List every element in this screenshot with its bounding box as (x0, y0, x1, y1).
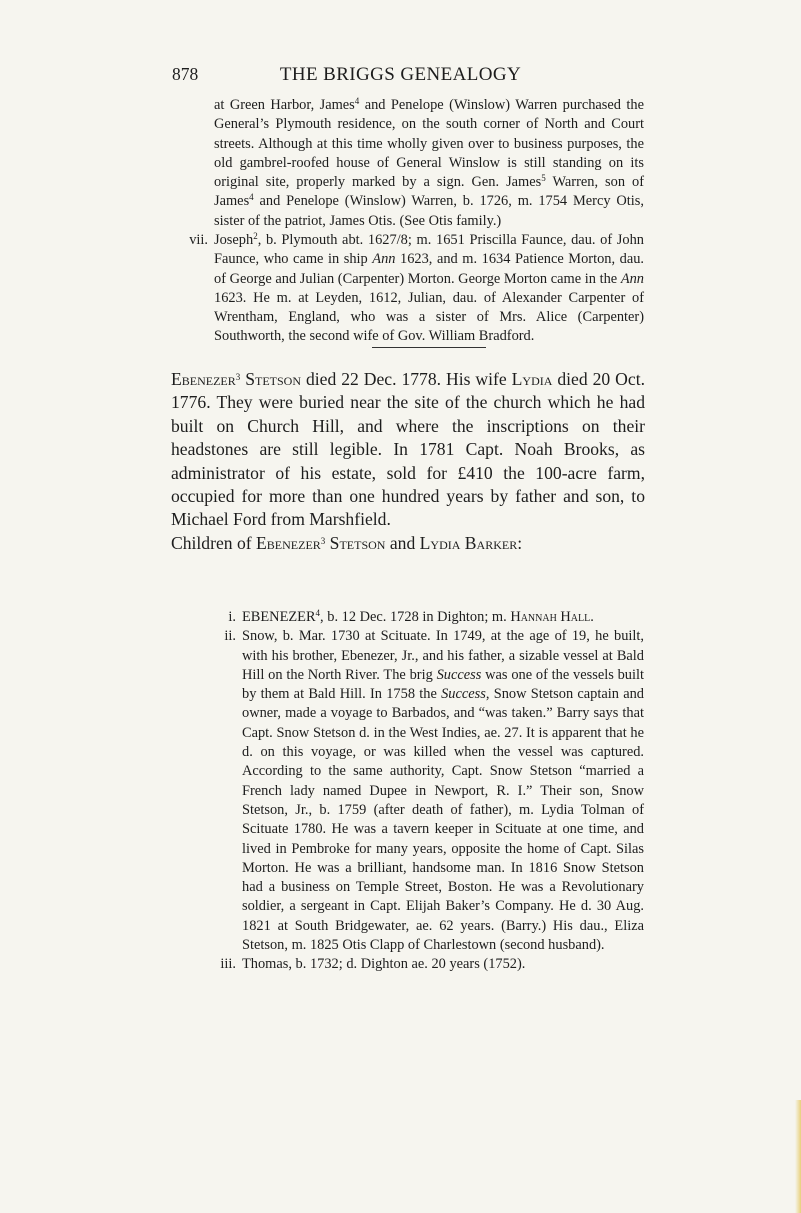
child-name: EBENEZER (242, 609, 316, 625)
generation-superscript: 4 (354, 96, 360, 106)
text-run: died 20 Oct. 1776. They were buried near the site of the church which he had built on Church Hill, and where the inscriptions on their headstones are still legible. In 1781 Capt. Noah Brooks, as administrator of his estate, sold for £410 the 100-acre farm, occupied for more than one hundred years by father and son, to Michael Ford from Marshfield. (171, 369, 645, 530)
ship-name: Ann (620, 270, 644, 287)
text-run: , b. Plymouth abt. 1627/8; m. 1651 Priscilla Faunce, dau. of John Faunce, who came in ship (214, 232, 644, 268)
ship-name: Success (441, 686, 486, 703)
text-run: , b. 12 Dec. 1728 in Dighton; m. (320, 609, 511, 625)
child-entry (214, 627, 644, 955)
stetson-paragraph (171, 368, 645, 532)
text-run: died 22 Dec. 1778. His wife (301, 369, 512, 389)
generation-superscript: 4 (315, 608, 321, 618)
scan-edge-shading (795, 1100, 801, 1213)
generation-superscript: 4 (249, 192, 254, 203)
stetson-section (171, 368, 645, 555)
text-run: : (517, 532, 523, 553)
text-run: , Snow Stetson captain and owner, made a voyage to Barbados, and “was taken.” Barry says that Capt. Snow Stetson d. in the West Indies, ae. 27. It is apparent that he d. on this voyage, or was killed when the vessel was captured. According to the same authority, Capt. Snow Stetson “married a French lady named Dupee in Newport, R. I.” Their son, Snow Stetson, Jr., b. 1759 (after death of father), m. Lydia Tolman of Scituate 1780. He was a tavern keeper in Scituate at one time, and lived in Pembroke for many years, opposite the home of Capt. Silas Morton. He was a brilliant, handsome man. In 1816 Snow Stetson had a business on Temple Street, Boston. He was a Revolutionary soldier, a sergeant in Capt. Elijah Baker’s Company. He d. 30 Aug. 1821 at South Bridgewater, ae. 62 years. (Barry.) His dau., Eliza Stetson, m. 1825 Otis Clapp of Charlestown (second husband). (242, 686, 644, 954)
text-run: Joseph (214, 232, 254, 248)
section-divider (372, 347, 486, 348)
person-surname: Stetson (325, 532, 386, 553)
joseph-entry (186, 231, 644, 347)
entry-number: ii. (224, 628, 236, 645)
text-run: and Penelope (Winslow) Warren, b. 1726, m. 1754 Mercy Otis, sister of the patriot, James Otis. (See Otis family.) (214, 193, 644, 229)
generation-superscript: 3 (235, 372, 241, 382)
page-header (172, 64, 629, 90)
text-run: Thomas, b. 1732; d. Dighton ae. 20 years (1752). (242, 956, 526, 973)
text-run: at Green Harbor, James (214, 97, 355, 113)
generation-superscript: 3 (320, 535, 326, 546)
spouse-name: Hannah Hall (510, 609, 591, 625)
person-name: Ebenezer (256, 532, 321, 553)
text-run: Snow, b. Mar. 1730 at Scituate. In 1749, at the age of 19, he built, with his brother, Ebenezer, Jr., and his father, a sizable vessel at Bald Hill on the North River. The brig (242, 628, 644, 683)
person-surname: Stetson (240, 369, 301, 389)
text-run: . (590, 609, 594, 625)
text-run: 1623, and m. 1634 Patience Morton, dau. of George and Julian (Carpenter) Morton. George Morton came in the (214, 251, 644, 287)
children-heading (171, 532, 645, 555)
wife-name: Lydia (511, 369, 553, 389)
warren-paragraph (214, 96, 644, 231)
text-run: 1623. He m. at Leyden, 1612, Julian, dau. of Alexander Carpenter of Wrentham, England, who was a sister of Mrs. Alice (Carpenter) Southworth, the second wife of Gov. William Bradford. (214, 289, 644, 345)
running-title: THE BRIGGS GENEALOGY (279, 64, 522, 85)
generation-superscript: 2 (253, 231, 258, 241)
text-run: Warren, son of James (214, 174, 644, 210)
person-name: Ebenezer (171, 369, 236, 389)
children-list (214, 608, 644, 975)
text-run: and Penelope (Winslow) Warren purchased the General’s Plymouth residence, on the south corner of North and Court streets. Although at this time wholly given over to business purposes, the old gambrel-roofed house of General Winslow is still standing on its original site, properly marked by a sign. Gen. James (214, 97, 644, 191)
generation-superscript: 5 (541, 173, 546, 184)
entry-number: i. (228, 609, 236, 625)
wife-name: Lydia Barker (419, 532, 518, 553)
joseph-entry-text (186, 231, 644, 347)
page-number: 878 (172, 64, 199, 84)
text-run: was one of the vessels built by them at Bald Hill. In 1758 the (242, 666, 644, 703)
ship-name: Ann (372, 251, 396, 268)
child-entry (214, 608, 644, 627)
text-run: and (385, 532, 420, 553)
text-run: Children of (171, 532, 257, 553)
ship-name: Success (436, 666, 482, 683)
entry-number: iii. (220, 956, 236, 973)
warren-paragraph-text (214, 96, 644, 231)
entry-number: vii. (189, 232, 208, 248)
child-entry (214, 955, 644, 974)
